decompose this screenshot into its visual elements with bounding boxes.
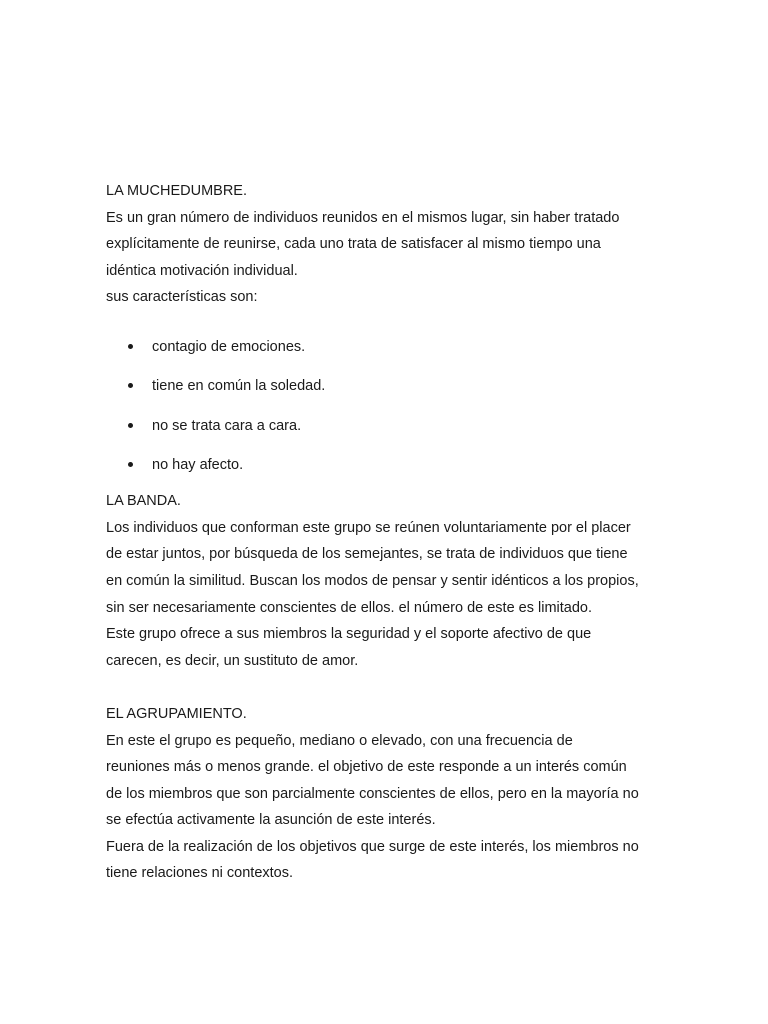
list-item: [106, 337, 668, 376]
section-heading: EL AGRUPAMIENTO.: [106, 705, 247, 722]
section-banda: [106, 488, 668, 674]
paragraph-line: explícitamente de reunirse, cada uno trata de satisfacer al mismo tiempo una: [106, 236, 601, 253]
paragraph-line: tiene relaciones ni contextos.: [106, 865, 293, 882]
paragraph-line: se efectúa activamente la asunción de este interés.: [106, 812, 436, 829]
paragraph-spacer: [106, 674, 668, 701]
list-item-text: no se trata cara a cara.: [152, 417, 302, 434]
paragraph-line: reuniones más o menos grande. el objetivo de este responde a un interés común: [106, 759, 627, 776]
list-item-text: tiene en común la soledad.: [152, 378, 326, 395]
list-item: [106, 455, 668, 494]
paragraph-line: Este grupo ofrece a sus miembros la seguridad y el soporte afectivo de que: [106, 626, 592, 643]
paragraph-line: sin ser necesariamente conscientes de ellos. el número de este es limitado.: [106, 599, 593, 616]
section-muchedumbre: [106, 178, 668, 494]
section-heading: LA BANDA.: [106, 493, 181, 510]
list-item: [106, 376, 668, 415]
section-heading: LA MUCHEDUMBRE.: [106, 183, 247, 199]
list-item: [106, 416, 668, 455]
list-item-text: no hay afecto.: [152, 456, 244, 473]
paragraph-line: Los individuos que conforman este grupo se reúnen voluntariamente por el placer: [106, 519, 631, 536]
paragraph-line: de estar juntos, por búsqueda de los semejantes, se trata de individuos que tiene: [106, 546, 628, 563]
list-item-text: contagio de emociones.: [152, 338, 306, 355]
section-agrupamiento: [106, 701, 668, 887]
paragraph-line: carecen, es decir, un sustituto de amor.: [106, 652, 359, 669]
paragraph-line: sus características son:: [106, 289, 258, 306]
paragraph-line: Fuera de la realización de los objetivos que surge de este interés, los miembros no: [106, 838, 639, 855]
paragraph-line: en común la similitud. Buscan los modos de pensar y sentir idénticos a los propios,: [106, 572, 639, 589]
paragraph-line: En este el grupo es pequeño, mediano o elevado, con una frecuencia de: [106, 732, 573, 749]
paragraph-line: de los miembros que son parcialmente conscientes de ellos, pero en la mayoría no: [106, 785, 639, 802]
bullet-icon: [128, 383, 133, 388]
paragraph-line: Es un gran número de individuos reunidos en el mismos lugar, sin haber tratado: [106, 209, 620, 226]
bullet-icon: [128, 462, 133, 467]
bullet-icon: [128, 423, 133, 428]
bullet-icon: [128, 344, 133, 349]
characteristics-list: [106, 337, 668, 494]
paragraph-line: idéntica motivación individual.: [106, 262, 298, 279]
document-page: [106, 178, 668, 887]
